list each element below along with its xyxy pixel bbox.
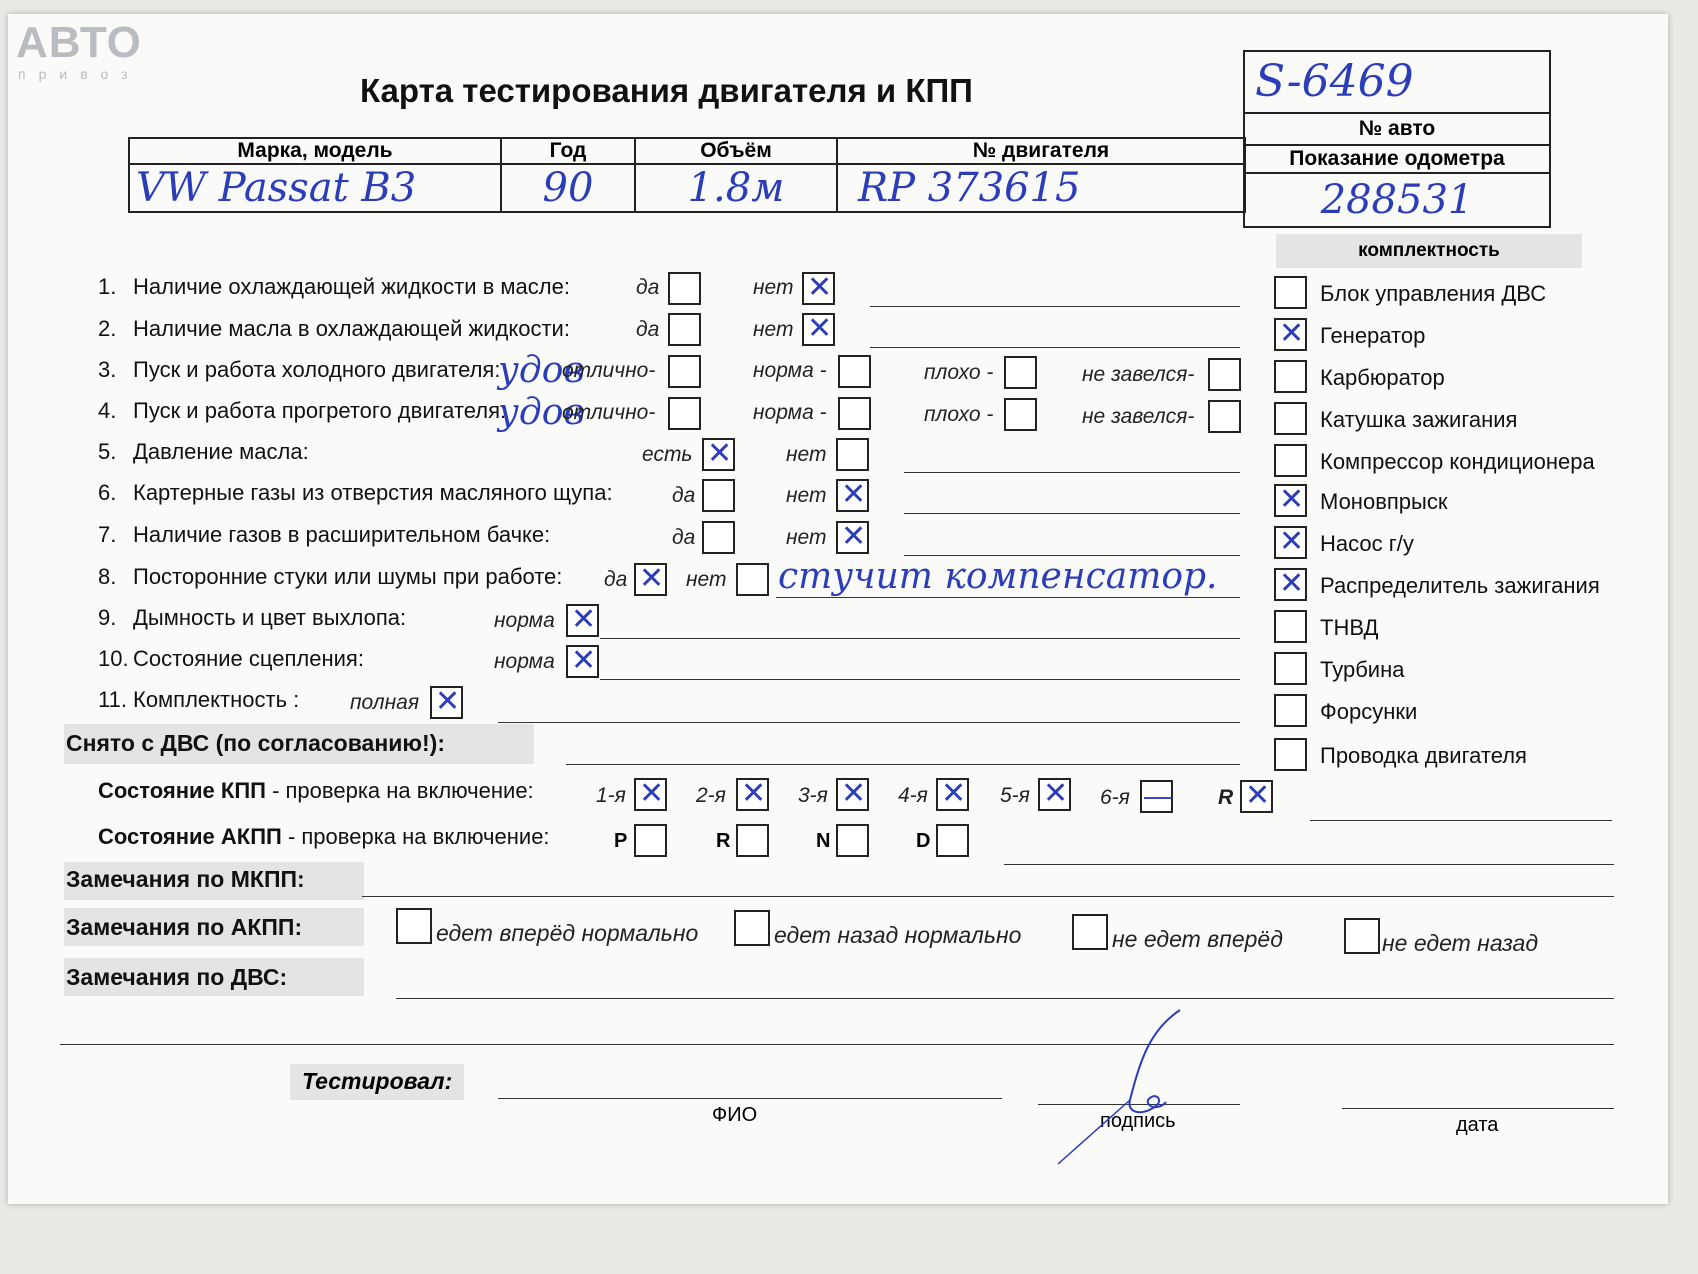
completeness-item-label: Моновпрыск	[1320, 489, 1448, 514]
check-3-label: Пуск и работа холодного двигателя:	[133, 357, 501, 382]
removed-notes-line	[566, 764, 1240, 765]
check-3-ploho-label: плохо -	[924, 361, 994, 384]
check-10-label: Состояние сцепления:	[133, 646, 364, 671]
completeness-item	[1274, 276, 1594, 312]
completeness-item	[1274, 318, 1594, 354]
check-4-otlichno-checkbox[interactable]	[668, 397, 701, 430]
col-header-year: Год	[501, 138, 635, 164]
check-4-ploho-label: плохо -	[924, 403, 994, 426]
check-8-notes-line	[776, 597, 1240, 598]
remarks-dvs-line	[396, 998, 1614, 999]
check-1-da-label: да	[636, 276, 660, 299]
fio-line	[498, 1098, 1002, 1099]
akpp-r-label: R	[716, 830, 731, 852]
check-4-handwritten: удов	[498, 392, 585, 433]
akpp-p-checkbox[interactable]	[634, 824, 667, 857]
check-2-num: 2.	[98, 316, 117, 341]
check-3-ne-zavelsya-checkbox[interactable]	[1208, 358, 1241, 391]
col-header-volume: Объём	[635, 138, 837, 164]
check-3-ne-zavelsya-label: не завелся-	[1082, 363, 1195, 386]
check-1-num: 1.	[98, 274, 117, 299]
fio-caption: ФИО	[712, 1104, 758, 1126]
volume-value: 1.8м	[635, 164, 837, 212]
check-3-num: 3.	[98, 357, 117, 382]
odometer-value: 288531	[1320, 177, 1474, 223]
remarks-dvs-line-2	[60, 1044, 1614, 1045]
check-7-da-label: да	[672, 526, 696, 549]
gear-4-checkbox[interactable]	[936, 778, 969, 811]
gear-r-checkbox[interactable]	[1240, 780, 1273, 813]
completeness-checkbox[interactable]	[1274, 568, 1307, 601]
check-9-notes-line	[600, 638, 1240, 639]
gear-4-label: 4-я	[898, 784, 928, 807]
akpp-no-reverse-label: не едет назад	[1382, 930, 1539, 956]
gear-3-label: 3-я	[798, 784, 828, 807]
completeness-checkbox[interactable]	[1274, 694, 1307, 727]
akpp-n-checkbox[interactable]	[836, 824, 869, 857]
check-4-ne-zavelsya-label: не завелся-	[1082, 405, 1195, 428]
akpp-forward-ok-checkbox[interactable]	[396, 908, 432, 944]
check-5-label: Давление масла:	[133, 439, 309, 464]
completeness-item	[1274, 484, 1594, 520]
avtoprivoz-logo: АВТО	[16, 18, 142, 67]
completeness-item-label: Проводка двигателя	[1320, 743, 1527, 768]
akpp-label: Состояние АКПП - проверка на включение:	[98, 824, 550, 849]
odometer-label: Показание одометра	[1245, 146, 1549, 174]
check-9-norma-checkbox[interactable]	[566, 604, 599, 637]
check-2-net-label: нет	[753, 318, 794, 341]
completeness-checkbox[interactable]	[1274, 526, 1307, 559]
check-11-polnaya-label: полная	[350, 691, 420, 714]
check-7-label: Наличие газов в расширительном бачке:	[133, 522, 551, 547]
completeness-item-label: Блок управления ДВС	[1320, 281, 1547, 306]
check-10-norma-checkbox[interactable]	[566, 645, 599, 678]
check-6-num: 6.	[98, 480, 117, 505]
completeness-item	[1274, 360, 1594, 396]
check-8-label: Посторонние стуки или шумы при работе:	[133, 564, 563, 589]
check-4-label: Пуск и работа прогретого двигателя:	[133, 398, 507, 423]
remarks-mkpp-label: Замечания по МКПП:	[66, 866, 305, 892]
signature-caption: подпись	[1100, 1110, 1176, 1132]
check-5-net-label: нет	[786, 443, 827, 466]
auto-info-box	[1243, 50, 1551, 228]
completeness-item	[1274, 738, 1594, 774]
check-5-est-label: есть	[642, 443, 693, 466]
completeness-checkbox[interactable]	[1274, 738, 1307, 771]
gear-2-checkbox[interactable]	[736, 778, 769, 811]
completeness-item	[1274, 694, 1594, 730]
check-4-otlichno-label: отлично-	[562, 401, 656, 424]
check-3-ploho-checkbox[interactable]	[1004, 356, 1037, 389]
completeness-item-label: ТНВД	[1320, 615, 1379, 640]
akpp-notes-line	[1004, 864, 1614, 865]
check-9-num: 9.	[98, 605, 117, 630]
check-11-label: Комплектность :	[133, 687, 300, 712]
completeness-item-label: Турбина	[1320, 657, 1405, 682]
check-8-da-checkbox[interactable]	[634, 563, 667, 596]
check-6-label: Картерные газы из отверстия масляного щупа:	[133, 480, 613, 505]
check-7-num: 7.	[98, 522, 117, 547]
completeness-item-label: Катушка зажигания	[1320, 407, 1518, 432]
tested-by-label: Тестировал:	[302, 1068, 453, 1094]
check-11-notes-line	[498, 722, 1240, 723]
check-1-label: Наличие охлаждающей жидкости в масле:	[133, 274, 570, 299]
kpp-label: Состояние КПП - проверка на включение:	[98, 778, 534, 803]
gear-1-checkbox[interactable]	[634, 778, 667, 811]
completeness-item	[1274, 526, 1594, 562]
check-5-notes-line	[904, 472, 1240, 473]
check-4-norma-label: норма -	[753, 401, 827, 424]
check-6-da-checkbox[interactable]	[702, 479, 735, 512]
year-value: 90	[501, 164, 635, 212]
check-6-net-checkbox[interactable]	[836, 479, 869, 512]
check-6-net-label: нет	[786, 484, 827, 507]
akpp-n-label: N	[816, 830, 831, 852]
check-5-num: 5.	[98, 439, 117, 464]
gear-5-label: 5-я	[1000, 784, 1030, 807]
check-4-ne-zavelsya-checkbox[interactable]	[1208, 400, 1241, 433]
remarks-mkpp-line	[362, 896, 1614, 897]
check-10-norma-label: норма	[494, 650, 555, 673]
akpp-no-forward-checkbox[interactable]	[1072, 914, 1108, 950]
check-7-net-checkbox[interactable]	[836, 521, 869, 554]
akpp-forward-ok-label: едет вперёд нормально	[436, 920, 699, 946]
completeness-checkbox[interactable]	[1274, 318, 1307, 351]
check-8-da-label: да	[604, 568, 628, 591]
gear-6-label: 6-я	[1100, 786, 1130, 809]
make-model-value: VW Passat B3	[129, 164, 501, 212]
check-9-label: Дымность и цвет выхлопа:	[133, 605, 407, 630]
completeness-item	[1274, 444, 1594, 480]
akpp-reverse-ok-checkbox[interactable]	[734, 910, 770, 946]
gear-6-checkbox[interactable]	[1140, 780, 1173, 813]
completeness-checkbox[interactable]	[1274, 402, 1307, 435]
check-6-notes-line	[904, 513, 1240, 514]
akpp-r-checkbox[interactable]	[736, 824, 769, 857]
check-8-net-checkbox[interactable]	[736, 563, 769, 596]
akpp-no-forward-label: не едет вперёд	[1112, 926, 1283, 952]
check-5-net-checkbox[interactable]	[836, 438, 869, 471]
completeness-checkbox[interactable]	[1274, 610, 1307, 643]
check-4-num: 4.	[98, 398, 117, 423]
col-header-make: Марка, модель	[129, 138, 501, 164]
date-caption: дата	[1456, 1114, 1499, 1136]
gear-r-label: R	[1218, 786, 1234, 809]
completeness-item	[1274, 610, 1594, 646]
check-1-notes-line	[870, 306, 1240, 307]
completeness-item-label: Генератор	[1320, 323, 1426, 348]
check-4-norma-checkbox[interactable]	[838, 397, 871, 430]
check-11-polnaya-checkbox[interactable]	[430, 686, 463, 719]
check-10-num: 10.	[98, 646, 129, 671]
check-11-num: 11.	[98, 687, 127, 712]
gear-1-label: 1-я	[596, 784, 626, 807]
akpp-no-reverse-checkbox[interactable]	[1344, 918, 1380, 954]
completeness-item-label: Карбюратор	[1320, 365, 1445, 390]
check-1-net-label: нет	[753, 276, 794, 299]
check-5-est-checkbox[interactable]	[702, 438, 735, 471]
check-3-norma-checkbox[interactable]	[838, 355, 871, 388]
akpp-reverse-ok-label: едет назад нормально	[774, 922, 1022, 948]
check-2-da-label: да	[636, 318, 660, 341]
check-4-ploho-checkbox[interactable]	[1004, 398, 1037, 431]
signature-scribble	[1050, 1000, 1200, 1170]
check-1-net-checkbox[interactable]	[802, 272, 835, 305]
completeness-item-label: Компрессор кондиционера	[1320, 449, 1595, 474]
check-8-net-label: нет	[686, 568, 727, 591]
check-3-otlichno-checkbox[interactable]	[668, 355, 701, 388]
vehicle-info-table	[128, 137, 1246, 213]
completeness-title: комплектность	[1358, 240, 1500, 261]
completeness-item	[1274, 402, 1594, 438]
engine-number-value: RP 373615	[837, 164, 1245, 212]
completeness-item-label: Форсунки	[1320, 699, 1418, 724]
check-2-da-checkbox[interactable]	[668, 313, 701, 346]
check-7-da-checkbox[interactable]	[702, 521, 735, 554]
gear-3-checkbox[interactable]	[836, 778, 869, 811]
check-8-handwritten: стучит компенсатор.	[778, 556, 1218, 597]
check-3-otlichno-label: отлично-	[562, 359, 656, 382]
gear-5-checkbox[interactable]	[1038, 778, 1071, 811]
removed-from-engine-label: Снято с ДВС (по согласованию!):	[66, 730, 445, 756]
logo-subtitle: привоз	[18, 66, 141, 82]
remarks-akpp-label: Замечания по АКПП:	[66, 914, 303, 940]
completeness-item	[1274, 568, 1600, 604]
completeness-checkbox[interactable]	[1274, 444, 1307, 477]
akpp-d-label: D	[916, 830, 931, 852]
completeness-checkbox[interactable]	[1274, 484, 1307, 517]
check-6-da-label: да	[672, 484, 696, 507]
check-9-norma-label: норма	[494, 609, 555, 632]
check-10-notes-line	[600, 679, 1240, 680]
check-3-norma-label: норма -	[753, 359, 827, 382]
kpp-notes-line	[1310, 820, 1612, 821]
completeness-checkbox[interactable]	[1274, 360, 1307, 393]
completeness-item-label: Распределитель зажигания	[1320, 573, 1600, 598]
completeness-item-label: Насос г/у	[1320, 531, 1414, 556]
gear-2-label: 2-я	[696, 784, 726, 807]
remarks-dvs-label: Замечания по ДВС:	[66, 964, 288, 990]
date-line	[1342, 1108, 1614, 1109]
auto-no-label: № авто	[1245, 114, 1549, 146]
check-3-handwritten: удов	[498, 350, 585, 391]
akpp-p-label: P	[614, 830, 628, 852]
check-2-net-checkbox[interactable]	[802, 313, 835, 346]
stock-number: S-6469	[1245, 52, 1549, 114]
completeness-checkbox[interactable]	[1274, 652, 1307, 685]
completeness-checkbox[interactable]	[1274, 276, 1307, 309]
akpp-d-checkbox[interactable]	[936, 824, 969, 857]
completeness-item	[1274, 652, 1594, 688]
col-header-engine-no: № двигателя	[837, 138, 1245, 164]
check-8-num: 8.	[98, 564, 117, 589]
check-2-label: Наличие масла в охлаждающей жидкости:	[133, 316, 570, 341]
check-2-notes-line	[870, 347, 1240, 348]
card-title: Карта тестирования двигателя и КПП	[360, 72, 973, 109]
check-7-net-label: нет	[786, 526, 827, 549]
check-1-da-checkbox[interactable]	[668, 272, 701, 305]
